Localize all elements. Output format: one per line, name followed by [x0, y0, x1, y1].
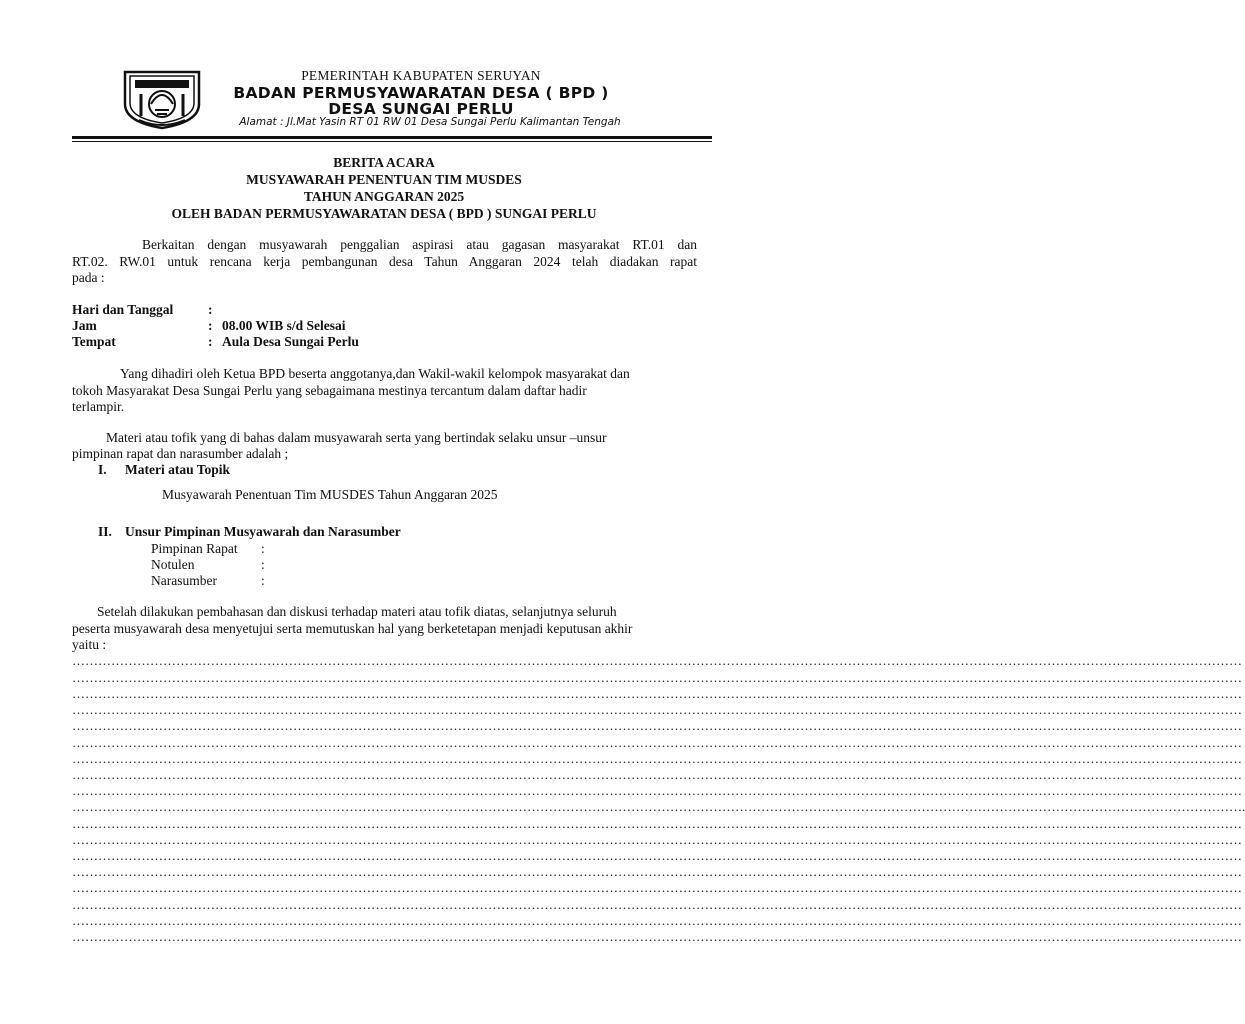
dotted-line: ………………………………………………………………………………………………………………………………………………………………………………………………………………………………………………	[72, 670, 1242, 685]
schedule-value: Aula Desa Sungai Perlu	[222, 334, 359, 349]
doc-issuer: OLEH BADAN PERMUSYAWARATAN DESA ( BPD ) SUNGAI PERLU	[171, 206, 597, 221]
attendance-line-2: tokoh Masyarakat Desa Sungai Perlu yang sebagaimana mestinya tercantum dalam daftar hadir	[72, 383, 587, 398]
dotted-line: ………………………………………………………………………………………………………………………………………………………………………………………………………………………………………………	[72, 897, 1242, 912]
role-label: Notulen	[151, 557, 195, 572]
header-government: PEMERINTAH KABUPATEN SERUYAN	[301, 68, 541, 83]
role-label: Narasumber	[151, 573, 217, 588]
section-2-number: II.	[98, 524, 112, 539]
section-1-heading: Materi atau Topik	[125, 462, 231, 477]
header-agency: BADAN PERMUSYAWARATAN DESA ( BPD )	[233, 84, 609, 102]
schedule-label: Hari dan Tanggal	[72, 302, 174, 317]
dotted-line: ………………………………………………………………………………………………………………………………………………………………………………………………………………………………………………	[72, 686, 1242, 701]
dotted-line: ……………………………………………………………………………………………………………………………………………………………………………………………………………………………………………….	[72, 799, 1245, 814]
intro-line-1: Berkaitan dengan musyawarah penggalian aspirasi atau gagasan masyarakat RT.01 dan	[142, 237, 697, 252]
schedule-colon: :	[208, 334, 213, 349]
attendance-line-1: Yang dihadiri oleh Ketua BPD beserta anggotanya,dan Wakil-wakil kelompok masyarakat dan	[120, 366, 630, 381]
dotted-line: ………………………………………………………………………………………………………………………………………………………………………………………………………………………………………………	[72, 751, 1242, 766]
dotted-line: ………………………………………………………………………………………………………………………………………………………………………………………………………………………………………………	[72, 864, 1242, 879]
section-2-heading: Unsur Pimpinan Musyawarah dan Narasumber	[125, 524, 401, 539]
role-colon: :	[261, 573, 265, 588]
attendance-line-3: terlampir.	[72, 399, 125, 414]
role-row-notulen	[151, 557, 451, 574]
doc-year: TAHUN ANGGARAN 2025	[303, 189, 465, 204]
doc-title: BERITA ACARA	[333, 155, 435, 170]
dotted-line: ………………………………………………………………………………………………………………………………………………………………………………………………………………………………………………	[72, 783, 1242, 798]
closing-line-2: peserta musyawarah desa menyetujui serta memutuskan hal yang berketetapan menjadi keputusan akhir	[72, 621, 633, 636]
role-row-narasumber	[151, 573, 451, 590]
section-1-number: I.	[98, 462, 107, 477]
schedule-value: 08.00 WIB s/d Selesai	[222, 318, 346, 333]
role-label: Pimpinan Rapat	[151, 541, 238, 556]
dotted-line: ………………………………………………………………………………………………………………………………………………………………………………………………………………………………………………	[72, 702, 1242, 717]
schedule-row-time	[72, 318, 346, 334]
materi-intro-line-1: Materi atau tofik yang di bahas dalam musyawarah serta yang bertindak selaku unsur –unsur	[106, 430, 607, 445]
header-village: DESA SUNGAI PERLU	[328, 100, 514, 118]
schedule-label: Tempat	[72, 334, 116, 349]
intro-line-3: pada :	[72, 270, 105, 285]
dotted-line: ………………………………………………………………………………………………………………………………………………………………………………………………………………………………………………	[72, 848, 1242, 863]
header-address: Alamat : Jl.Mat Yasin RT 01 RW 01 Desa Sungai Perlu Kalimantan Tengah	[239, 116, 621, 128]
doc-subtitle: MUSYAWARAH PENENTUAN TIM MUSDES	[246, 172, 522, 187]
letterhead-rule-thick	[72, 136, 712, 139]
closing-line-1: Setelah dilakukan pembahasan dan diskusi terhadap materi atau tofik diatas, selanjutnya seluruh	[97, 604, 617, 619]
section-1-content: Musyawarah Penentuan Tim MUSDES Tahun Anggaran 2025	[162, 487, 498, 502]
dotted-line: ………………………………………………………………………………………………………………………………………………………………………………………………………………………………………………	[72, 880, 1242, 895]
dotted-line: ………………………………………………………………………………………………………………………………………………………………………………………………………………………………………………	[72, 816, 1242, 831]
schedule-colon: :	[208, 302, 213, 317]
materi-intro-line-2: pimpinan rapat dan narasumber adalah ;	[72, 446, 289, 461]
dotted-line: ………………………………………………………………………………………………………………………………………………………………………………………………………………………………………………	[72, 718, 1242, 733]
schedule-row-date	[72, 302, 222, 318]
role-row-chair	[151, 541, 451, 558]
dotted-line: ………………………………………………………………………………………………………………………………………………………………………………………………………………………………………………	[72, 929, 1242, 944]
closing-line-3: yaitu :	[72, 637, 107, 652]
dotted-line: ………………………………………………………………………………………………………………………………………………………………………………………………………………………………………………	[72, 913, 1242, 928]
dotted-line: ………………………………………………………………………………………………………………………………………………………………………………………………………………………………………………	[72, 735, 1242, 750]
dotted-line: ………………………………………………………………………………………………………………………………………………………………………………………………………………………………………………	[72, 767, 1242, 782]
schedule-row-place	[72, 334, 359, 350]
role-colon: :	[261, 541, 265, 556]
regency-emblem-logo	[121, 64, 203, 130]
letterhead-rule-thin	[72, 141, 712, 142]
dotted-line: ………………………………………………………………………………………………………………………………………………………………………………………………………………………………………………	[72, 653, 1242, 668]
role-colon: :	[261, 557, 265, 572]
schedule-label: Jam	[72, 318, 97, 333]
intro-line-2: RT.02. RW.01 untuk rencana kerja pembangunan desa Tahun Anggaran 2024 telah diadakan rapat	[72, 254, 697, 269]
dotted-line: ………………………………………………………………………………………………………………………………………………………………………………………………………………………………………………	[72, 832, 1242, 847]
schedule-colon: :	[208, 318, 213, 333]
